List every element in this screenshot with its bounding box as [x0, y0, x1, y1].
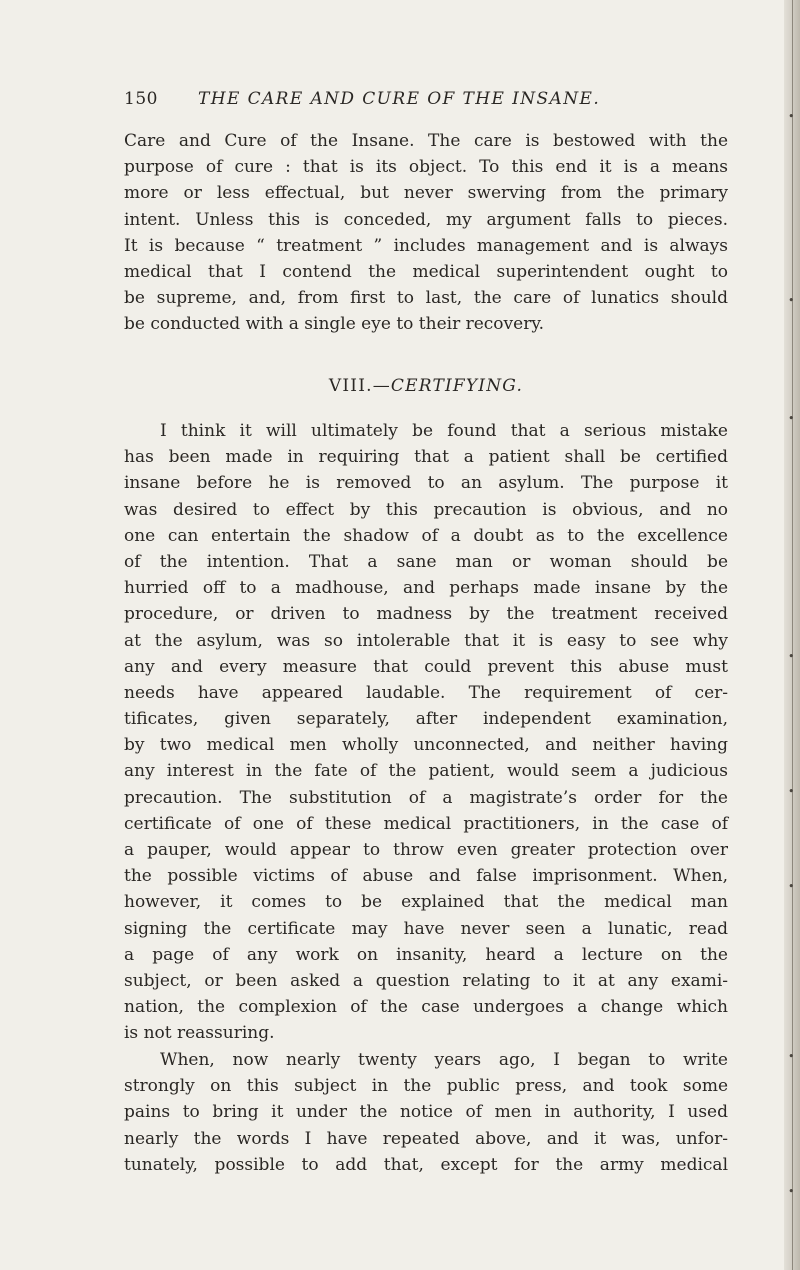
- page-number: 150: [124, 89, 158, 109]
- text-line: purpose of cure : that is its object. To this end it is a means: [124, 157, 728, 178]
- paragraph-1: [124, 128, 728, 338]
- text-line: a page of any work on insanity, heard a lecture on the: [124, 944, 728, 965]
- section-title: CERTIFYING.: [390, 376, 524, 396]
- text-line: medical that I contend the medical superintendent ought to: [124, 261, 728, 282]
- text-line: be conducted with a single eye to their recovery.: [124, 314, 545, 335]
- binding-edge-line: [792, 0, 793, 1270]
- text-line: insane before he is removed to an asylum. The purpose it: [124, 473, 728, 494]
- text-line: was desired to effect by this precaution is obvious, and no: [124, 499, 728, 520]
- text-line: at the asylum, was so intolerable that it is easy to see why: [124, 630, 728, 651]
- margin-mark: •: [788, 110, 795, 123]
- text-line: be supreme, and, from first to last, the care of lunatics should: [124, 288, 728, 309]
- text-line: When, now nearly twenty years ago, I began to write: [160, 1050, 728, 1070]
- text-line: pains to bring it under the notice of men in authority, I used: [124, 1102, 728, 1123]
- text-line: tunately, possible to add that, except for the army medical: [124, 1154, 728, 1175]
- text-line: one can entertain the shadow of a doubt as to the excellence: [124, 525, 728, 546]
- text-line: tificates, given separately, after independent examination,: [124, 709, 728, 730]
- text-line: nearly the words I have repeated above, and it was, unfor-: [124, 1128, 728, 1149]
- text-line: procedure, or driven to madness by the treatment received: [124, 604, 728, 625]
- margin-mark: •: [788, 880, 795, 893]
- text-line: however, it comes to be explained that the medical man: [124, 892, 728, 913]
- text-line: intent. Unless this is conceded, my argument falls to pieces.: [124, 209, 728, 230]
- text-line: of the intention. That a sane man or woman should be: [124, 551, 728, 572]
- text-line: has been made in requiring that a patient shall be certified: [124, 447, 728, 468]
- text-line: subject, or been asked a question relating to it at any exami-: [124, 970, 728, 991]
- text-line: precaution. The substitution of a magistrate’s order for the: [124, 787, 728, 808]
- paragraph-3: [124, 1047, 728, 1178]
- running-title: THE CARE AND CURE OF THE INSANE.: [198, 89, 601, 109]
- text-line: Care and Cure of the Insane. The care is bestowed with the: [124, 131, 728, 151]
- text-line: needs have appeared laudable. The requirement of cer-: [124, 682, 728, 703]
- text-line: signing the certificate may have never seen a lunatic, read: [124, 918, 728, 939]
- text-line: a pauper, would appear to throw even greater protection over: [124, 840, 728, 860]
- margin-mark: •: [788, 650, 795, 663]
- section-heading: [124, 372, 728, 400]
- text-line: certificate of one of these medical practitioners, in the case of: [124, 813, 728, 834]
- text-line: strongly on this subject in the public press, and took some: [124, 1076, 728, 1097]
- text-line: by two medical men wholly unconnected, and neither having: [124, 735, 728, 756]
- text-line: is not reassuring.: [124, 1023, 275, 1044]
- text-line: any and every measure that could prevent this abuse must: [124, 656, 728, 677]
- text-line: any interest in the fate of the patient, would seem a judicious: [124, 761, 728, 782]
- section-number: VIII.—: [328, 376, 391, 396]
- margin-mark: •: [788, 294, 795, 307]
- margin-mark: •: [788, 1185, 795, 1198]
- paragraph-2: [124, 418, 728, 1047]
- text-line: hurried off to a madhouse, and perhaps made insane by the: [124, 578, 728, 599]
- text-line: It is because “ treatment ” includes management and is always: [124, 235, 728, 256]
- margin-mark: •: [788, 785, 795, 798]
- running-header: [124, 86, 664, 112]
- margin-mark: •: [788, 412, 795, 425]
- text-line: I think it will ultimately be found that a serious mistake: [160, 421, 728, 441]
- text-line: the possible victims of abuse and false imprisonment. When,: [124, 866, 728, 887]
- text-line: nation, the complexion of the case undergoes a change which: [124, 997, 728, 1018]
- margin-mark: •: [788, 1050, 795, 1063]
- text-line: more or less effectual, but never swerving from the primary: [124, 183, 728, 204]
